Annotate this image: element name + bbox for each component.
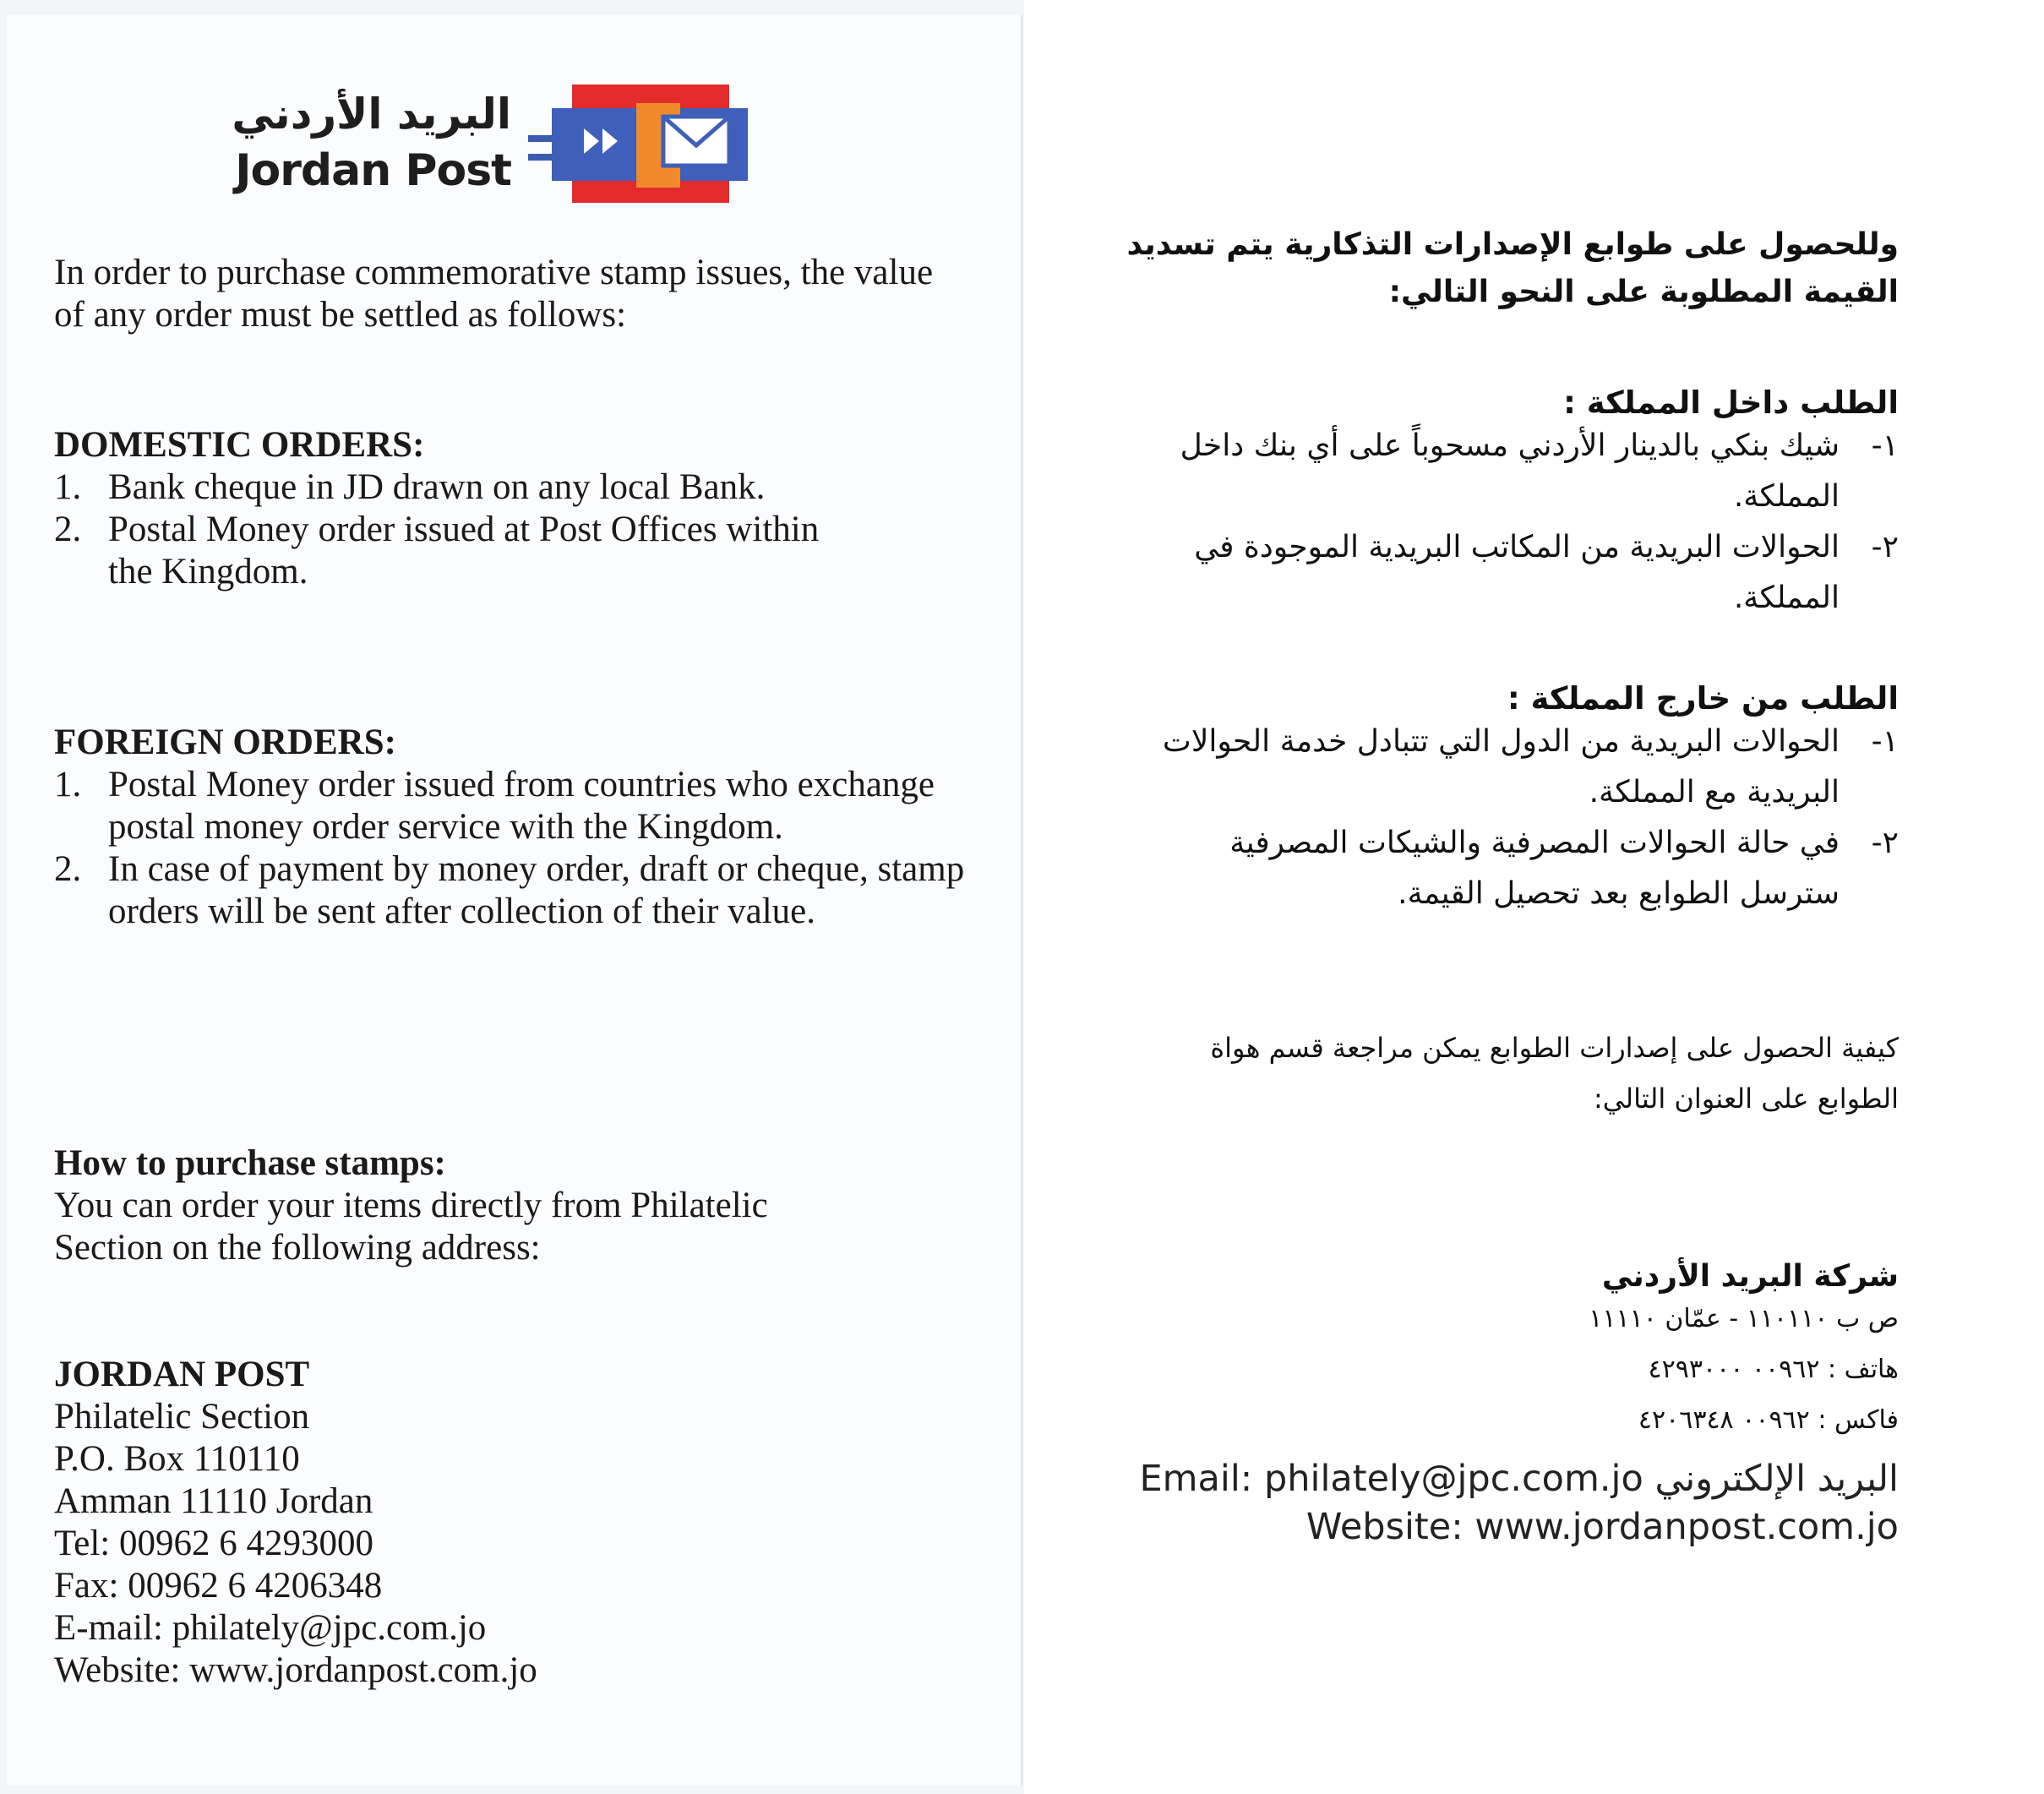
- logo-arabic-text: البريد الأردني: [232, 90, 511, 139]
- foreign-orders-section: [54, 722, 967, 933]
- domestic-orders-list: [54, 466, 967, 593]
- address-line: P.O. Box 110110: [54, 1439, 300, 1479]
- tel-line: Tel: 00962 6 4293000: [54, 1524, 373, 1563]
- arabic-company-name: شركة البريد الأردني: [1601, 1259, 1899, 1294]
- english-intro: In order to purchase commemorative stamp issues, the value of any order must be settled as follows:: [54, 253, 934, 335]
- address-block: [54, 1354, 967, 1692]
- arabic-intro: وللحصول على طوابع الإصدارات التذكارية يتم تسديد القيمة المطلوبة على النحو التالي:: [1126, 227, 1899, 309]
- foreign-orders-list: [54, 764, 967, 933]
- list-item: ٢- في حالة الحوالات المصرفية والشيكات المصرفية سترسل الطوابع بعد تحصيل القيمة.: [1229, 826, 1899, 911]
- arabic-foreign-heading: الطلب من خارج المملكة :: [1507, 680, 1899, 717]
- address-line: Philatelic Section: [54, 1397, 310, 1437]
- foreign-orders-heading: FOREIGN ORDERS:: [54, 723, 396, 762]
- domestic-orders-section: [54, 424, 967, 593]
- fax-line: Fax: 00962 6 4206348: [54, 1566, 383, 1606]
- address-name: JORDAN POST: [54, 1355, 310, 1394]
- arabic-domestic-heading: الطلب داخل المملكة :: [1563, 384, 1899, 421]
- how-to-purchase-text: You can order your items directly from Philatelic Section on the following address:: [54, 1186, 768, 1268]
- list-item: ٢- الحوالات البريدية من المكاتب البريدية الموجودة في المملكة.: [1194, 530, 1899, 615]
- email-line: E-mail: philately@jpc.com.jo: [54, 1608, 487, 1648]
- arabic-address-block: [1307, 1259, 1899, 1446]
- address-line: Amman 11110 Jordan: [54, 1481, 373, 1521]
- how-to-purchase-heading: How to purchase stamps:: [54, 1143, 446, 1183]
- list-item: ١- شيك بنكي بالدينار الأردني مسحوباً على أي بنك داخل المملكة.: [1180, 428, 1899, 514]
- arabic-how-to-purchase: كيفية الحصول على إصدارات الطوابع يمكن مراجعة قسم هواة الطوابع على العنوان التالي:: [1210, 1032, 1899, 1115]
- arabic-domestic-section: [1121, 384, 1899, 624]
- arabic-email-line: Email: philately@jpc.com.jo البريد الإلكتروني: [1139, 1458, 1899, 1500]
- domestic-orders-heading: DOMESTIC ORDERS:: [54, 425, 425, 465]
- list-item: 2. Postal Money order issued at Post Offices within the Kingdom.: [54, 510, 820, 592]
- arabic-foreign-list: [1121, 717, 1899, 919]
- jordan-post-logo: [232, 85, 765, 211]
- list-item: 2. In case of payment by money order, draft or cheque, stamp orders will be sent after collection of their value.: [54, 849, 965, 931]
- arabic-address-line: ص ب ١١٠١١٠ - عمّان ١١١١٠: [1589, 1304, 1899, 1333]
- list-item: 1. Postal Money order issued from countries who exchange postal money order service with the Kingdom.: [54, 765, 935, 847]
- arabic-domestic-list: [1121, 421, 1899, 624]
- list-item: 1. Bank cheque in JD drawn on any local Bank.: [54, 467, 766, 507]
- how-to-purchase-section: [54, 1142, 798, 1269]
- arabic-tel-line: هاتف : ٠٠٩٦٢ ٤٢٩٣٠٠٠: [1648, 1355, 1899, 1384]
- arabic-foreign-section: [1121, 680, 1899, 919]
- list-item: ١- الحوالات البريدية من الدول التي تتبادل خدمة الحوالات البريدية مع المملكة.: [1162, 724, 1899, 810]
- envelope-logo-icon: [528, 85, 748, 203]
- logo-english-text: Jordan Post: [235, 145, 511, 196]
- arabic-fax-line: فاكس : ٠٠٩٦٢ ٤٢٠٦٣٤٨: [1638, 1405, 1899, 1435]
- arabic-website-line: Website: www.jordanpost.com.jo: [1305, 1506, 1899, 1548]
- website-line: Website: www.jordanpost.com.jo: [54, 1650, 537, 1690]
